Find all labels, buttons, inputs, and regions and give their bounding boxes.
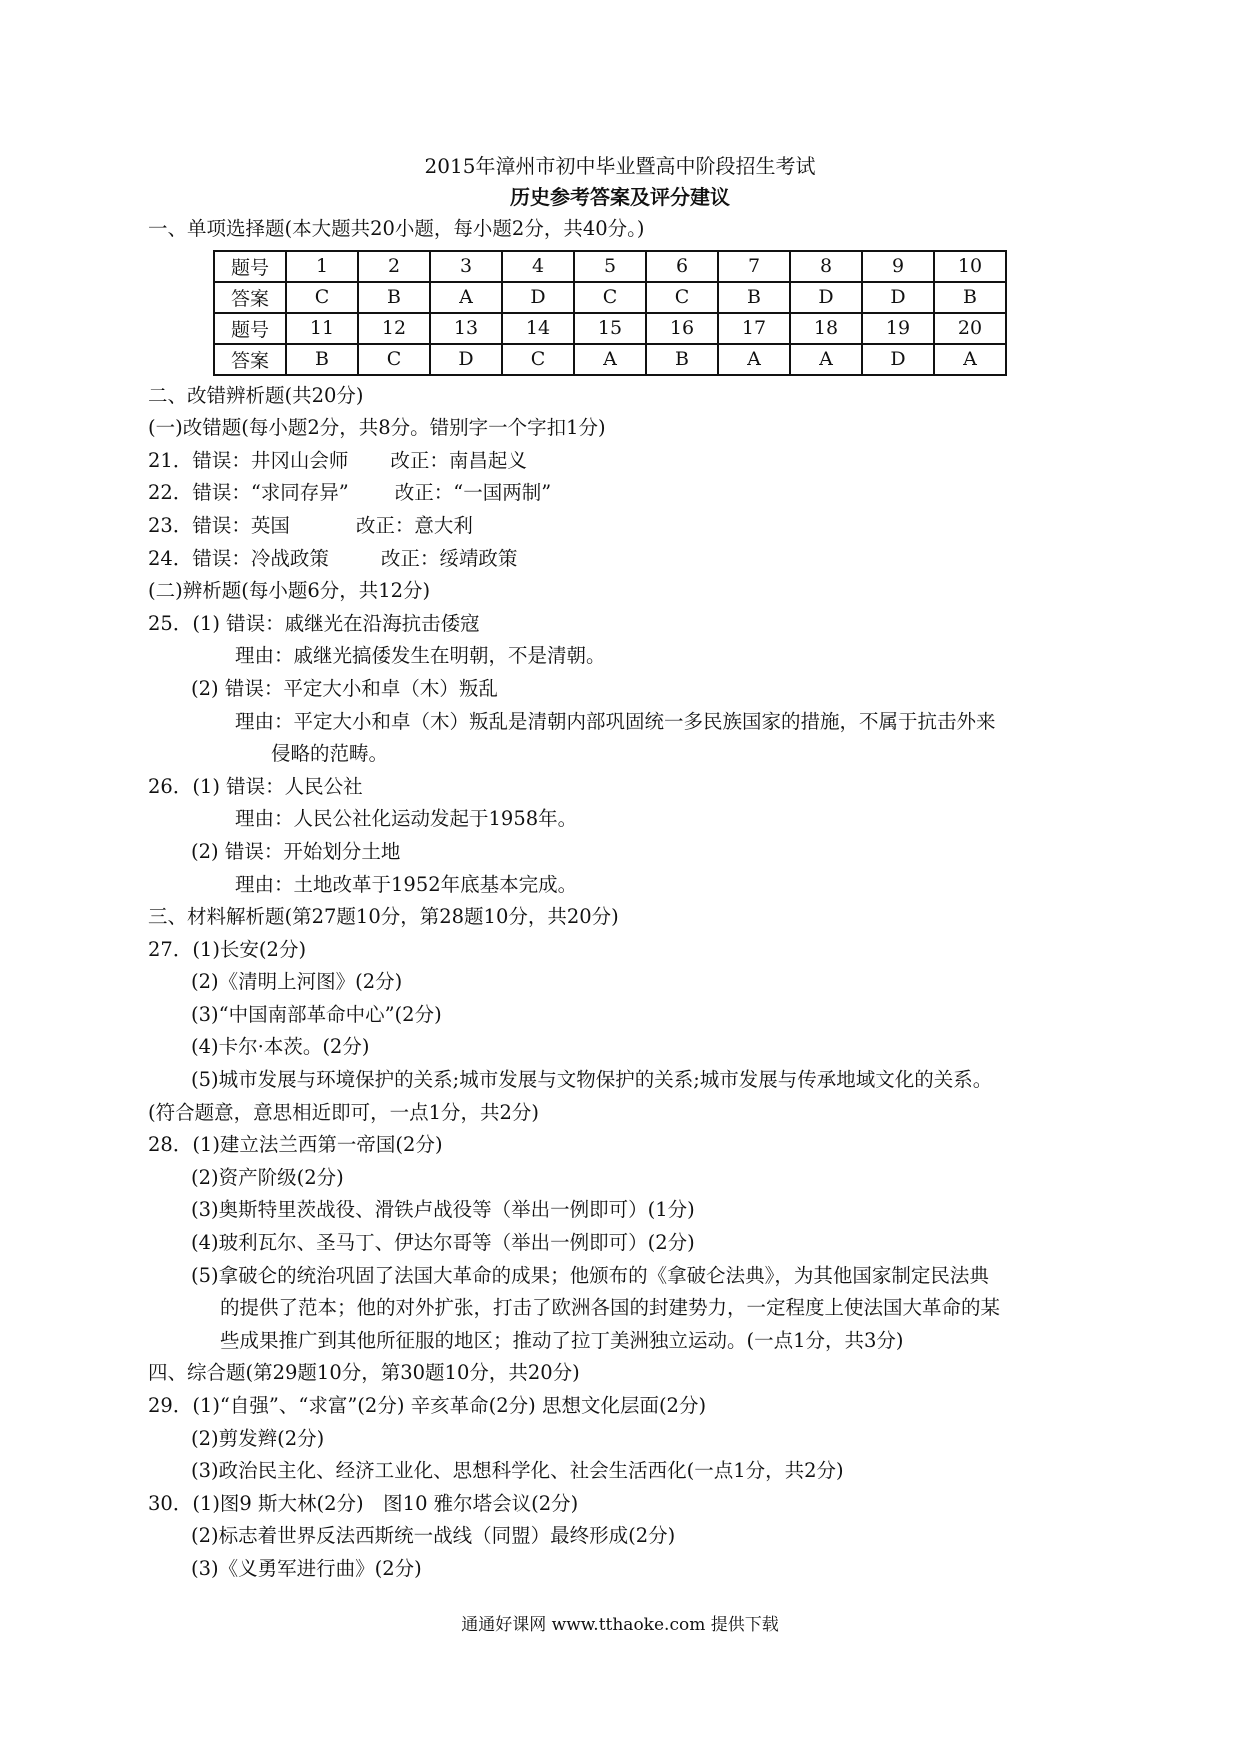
answer-line-29-1: 29．(1)“自强”、“求富”(2分) 辛亥革命(2分) 思想文化层面(2分) — [148, 1394, 707, 1417]
section2-part2: (二)辨析题(每小题6分，共12分) — [148, 579, 431, 603]
answer-reason: 理由：戚继光搞倭发生在明朝，不是清朝。 — [235, 644, 606, 668]
answer-line-28-5: (5)拿破仑的统治巩固了法国大革命的成果；他颁布的《拿破仑法典》，为其他国家制定民法典 — [191, 1263, 989, 1287]
table-cell: A — [934, 344, 1006, 375]
answer-line-28-5-cont: 的提供了范本；他的对外扩张，打击了欧洲各国的封建势力，一定程度上使法国大革命的某 — [220, 1296, 1001, 1320]
wrong-text: 24．错误：冷战政策 — [148, 546, 329, 570]
footer-download-note: 通通好课网 www.tthaoke.com 提供下载 — [461, 1615, 779, 1635]
answer-line-25-2: (2) 错误：平定大小和卓（木）叛乱 — [191, 676, 498, 700]
wrong-text: 22．错误：“求同存异” — [148, 481, 349, 505]
section1-heading: 一、单项选择题(本大题共20小题，每小题2分，共40分。) — [148, 217, 645, 240]
answer-line-24 — [148, 543, 1108, 576]
table-cell: D — [862, 344, 934, 375]
wrong-text: 21．错误：井冈山会师 — [148, 448, 349, 472]
answer-reason: 理由：平定大小和卓（木）叛乱是清朝内部巩固统一多民族国家的措施，不属于抗击外来 — [235, 709, 996, 733]
table-cell: 18 — [790, 313, 862, 344]
answer-line-30-3: (3)《义勇军进行曲》(2分) — [191, 1556, 422, 1580]
table-cell: 10 — [934, 251, 1006, 282]
table-cell: B — [286, 344, 358, 375]
answer-line-28-5-cont: 些成果推广到其他所征服的地区；推动了拉丁美洲独立运动。(一点1分，共3分) — [220, 1328, 904, 1352]
table-cell: A — [790, 344, 862, 375]
table-cell: 6 — [646, 251, 718, 282]
section3-heading: 三、材料解析题(第27题10分，第28题10分，共20分) — [148, 905, 619, 929]
answer-line-26-1: 26．(1) 错误：人民公社 — [148, 774, 363, 798]
answer-line-30-1: 30．(1)图9 斯大林(2分) 图10 雅尔塔会议(2分) — [148, 1491, 579, 1515]
table-cell: C — [358, 344, 430, 375]
correction-text: 改正：绥靖政策 — [380, 546, 518, 570]
answer-line-27-1: 27．(1)长安(2分) — [148, 937, 307, 961]
table-cell: B — [358, 282, 430, 313]
table-cell: 13 — [430, 313, 502, 344]
section2-part1: (一)改错题(每小题2分，共8分。错别字一个字扣1分) — [148, 416, 606, 440]
row-label: 题号 — [214, 251, 286, 282]
table-cell: 1 — [286, 251, 358, 282]
row-label: 答案 — [214, 282, 286, 313]
table-cell: D — [790, 282, 862, 313]
answer-line-21 — [148, 445, 1108, 478]
table-cell: 16 — [646, 313, 718, 344]
answer-line-28-3: (3)奥斯特里茨战役、滑铁卢战役等（举出一例即可）(1分) — [191, 1198, 695, 1222]
table-cell: A — [430, 282, 502, 313]
answer-line-28-2: (2)资产阶级(2分) — [191, 1165, 344, 1189]
table-cell: A — [718, 344, 790, 375]
answer-line-25-1: 25．(1) 错误：戚继光在沿海抗击倭寇 — [148, 611, 480, 635]
table-row — [214, 251, 1006, 282]
table-cell: B — [934, 282, 1006, 313]
table-cell: 3 — [430, 251, 502, 282]
table-cell: 14 — [502, 313, 574, 344]
table-cell: 17 — [718, 313, 790, 344]
table-cell: C — [286, 282, 358, 313]
table-cell: 19 — [862, 313, 934, 344]
table-cell: 8 — [790, 251, 862, 282]
answer-line-30-2: (2)标志着世界反法西斯统一战线（同盟）最终形成(2分) — [191, 1524, 676, 1548]
answer-content — [148, 213, 1108, 1586]
table-cell: C — [502, 344, 574, 375]
row-label: 答案 — [214, 344, 286, 375]
table-cell: B — [718, 282, 790, 313]
row-label: 题号 — [214, 313, 286, 344]
table-cell: 11 — [286, 313, 358, 344]
table-cell: A — [574, 344, 646, 375]
answer-line-28-4: (4)玻利瓦尔、圣马丁、伊达尔哥等（举出一例即可）(2分) — [191, 1231, 695, 1255]
table-cell: 7 — [718, 251, 790, 282]
answer-line-27-5: (5)城市发展与环境保护的关系;城市发展与文物保护的关系;城市发展与传承地域文化的关系。 — [191, 1068, 993, 1092]
answer-reason: 理由：人民公社化运动发起于1958年。 — [235, 807, 578, 831]
table-cell: B — [646, 344, 718, 375]
answer-line-27-5-note: (符合题意，意思相近即可，一点1分，共2分) — [148, 1100, 540, 1124]
table-cell: D — [502, 282, 574, 313]
table-cell: 4 — [502, 251, 574, 282]
table-cell: 9 — [862, 251, 934, 282]
answer-line-29-3: (3)政治民主化、经济工业化、思想科学化、社会生活西化(一点1分，共2分) — [191, 1459, 844, 1483]
answer-line-27-3: (3)“中国南部革命中心”(2分) — [191, 1002, 442, 1026]
answer-line-23 — [148, 510, 1108, 543]
correction-text: 改正：南昌起义 — [390, 448, 527, 472]
correction-text: 改正：意大利 — [355, 513, 473, 537]
table-cell: 2 — [358, 251, 430, 282]
table-cell: D — [862, 282, 934, 313]
answer-line-26-2: (2) 错误：开始划分土地 — [191, 839, 401, 863]
answer-line-28-1: 28．(1)建立法兰西第一帝国(2分) — [148, 1133, 443, 1157]
answer-reason-cont: 侵略的范畴。 — [271, 742, 389, 766]
table-cell: 5 — [574, 251, 646, 282]
answer-line-22 — [148, 477, 1108, 510]
table-cell: 15 — [574, 313, 646, 344]
table-cell: C — [646, 282, 718, 313]
page-title: 2015年漳州市初中毕业暨高中阶段招生考试 — [424, 154, 816, 178]
answer-line-29-2: (2)剪发辫(2分) — [191, 1426, 325, 1450]
table-cell: C — [574, 282, 646, 313]
table-cell: D — [430, 344, 502, 375]
answer-reason: 理由：土地改革于1952年底基本完成。 — [235, 872, 578, 896]
table-cell: 20 — [934, 313, 1006, 344]
page-subtitle: 历史参考答案及评分建议 — [510, 185, 730, 209]
table-row — [214, 313, 1006, 344]
answer-line-27-2: (2)《清明上河图》(2分) — [191, 970, 403, 994]
table-cell: 12 — [358, 313, 430, 344]
table-row — [214, 344, 1006, 375]
correction-text: 改正：“一国两制” — [394, 481, 552, 505]
section2-heading: 二、改错辨析题(共20分) — [148, 383, 364, 407]
section4-heading: 四、综合题(第29题10分，第30题10分，共20分) — [148, 1361, 580, 1385]
answer-line-27-4: (4)卡尔·本茨。(2分) — [191, 1035, 370, 1059]
table-row — [214, 282, 1006, 313]
wrong-text: 23．错误：英国 — [148, 513, 290, 537]
answer-table — [213, 250, 1007, 376]
